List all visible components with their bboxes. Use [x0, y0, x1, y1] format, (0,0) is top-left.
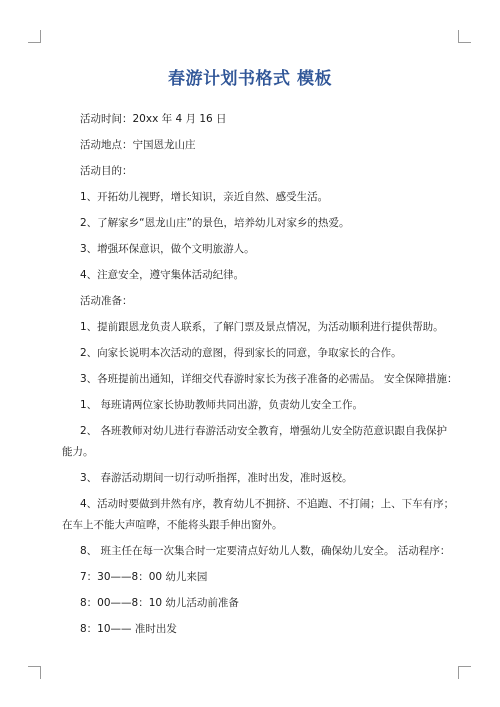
text-line: 8、 班主任在每一次集合时一定要清点好幼儿人数，确保幼儿安全。 活动程序：: [80, 545, 451, 557]
text-line: 3、增强环保意识，做个文明旅游人。: [80, 243, 255, 255]
crop-mark-bottom-right: [458, 666, 471, 679]
text-line: 能力。: [62, 446, 94, 458]
text-line: 4、注意安全，遵守集体活动纪律。: [80, 269, 245, 281]
text-line: 3、 春游活动期间一切行动听指挥，准时出发，准时返校。: [80, 472, 353, 484]
text-line: 1、提前跟恩龙负责人联系，了解门票及景点情况，为活动顺利进行提供帮助。: [80, 321, 444, 333]
text-line: 4、活动时要做到井然有序，教育幼儿不拥挤、不追跑、不打闹；上、下车有序；: [80, 498, 455, 510]
text-line: 活动目的：: [80, 165, 133, 177]
text-line: 8：00——8：10 幼儿活动前准备: [80, 597, 239, 609]
text-line: 7：30——8：00 幼儿来园: [80, 571, 208, 583]
text-line: 活动时间：20xx 年 4 月 16 日: [80, 113, 227, 125]
text-line: 3、各班提前出通知，详细交代春游时家长为孩子准备的必需品。 安全保障措施：: [80, 373, 458, 385]
text-line: 活动准备：: [80, 295, 133, 307]
crop-mark-top-right: [458, 30, 471, 43]
document-title: 春游计划书格式 模板: [168, 69, 332, 89]
text-line: 2、 各班教师对幼儿进行春游活动安全教育，增强幼儿安全防范意识跟自我保护: [80, 425, 448, 437]
text-line: 活动地点：宁国恩龙山庄: [80, 139, 196, 151]
text-line: 1、开拓幼儿视野，增长知识，亲近自然、感受生活。: [80, 191, 329, 203]
text-line: 1、 每班请两位家长协助教师共同出游，负责幼儿安全工作。: [80, 399, 364, 411]
text-line: 2、了解家乡“恩龙山庄”的景色，培养幼儿对家乡的热爱。: [80, 217, 350, 229]
text-line: 2、向家长说明本次活动的意图，得到家长的同意，争取家长的合作。: [80, 347, 402, 359]
text-line: 8：10—— 准时出发: [80, 623, 177, 635]
text-line: 在车上不能大声喧哗，不能将头跟手伸出窗外。: [62, 519, 283, 531]
crop-mark-top-left: [28, 30, 41, 43]
crop-mark-bottom-left: [28, 666, 41, 679]
